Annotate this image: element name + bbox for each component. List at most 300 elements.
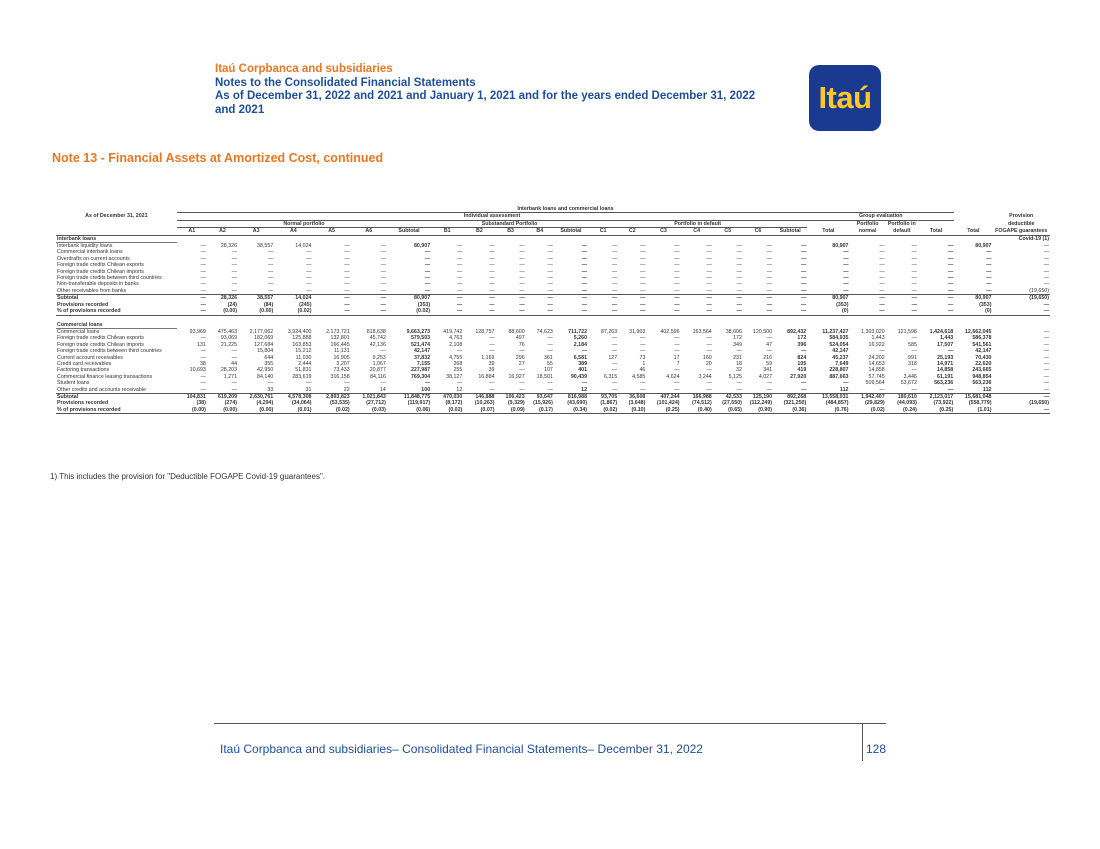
- table-cell: (0.02): [274, 308, 312, 315]
- table-cell: —: [1043, 341, 1049, 348]
- table-cell: —: [519, 386, 525, 393]
- table-cell: —: [457, 242, 463, 249]
- table-cell: —: [674, 262, 680, 269]
- table-cell: —: [1043, 367, 1049, 374]
- table-cell: —: [200, 373, 206, 380]
- table-cell: —: [706, 249, 712, 256]
- row-label: Foreign trade credits between third countries: [57, 348, 162, 355]
- table-cell: 14,024: [274, 295, 312, 302]
- table-cell: 318: [908, 360, 917, 367]
- table-cell: —: [800, 249, 807, 256]
- table-cell: —: [611, 360, 618, 367]
- table-cell: 100: [421, 386, 431, 393]
- table-cell: 127,684: [254, 341, 274, 348]
- table-cell: (0.02): [588, 407, 618, 414]
- table-cell: —: [640, 268, 646, 275]
- table-cell: —: [547, 386, 553, 393]
- table-cell: —: [879, 386, 885, 393]
- table-cell: 2,444: [298, 360, 312, 367]
- table-cell: 711,722: [568, 328, 588, 335]
- table-cell: —: [581, 255, 588, 262]
- table-cell: 4,624: [666, 373, 680, 380]
- table-cell: —: [231, 268, 238, 275]
- table-cell: —: [640, 301, 646, 308]
- table-cell: —: [911, 348, 917, 355]
- table-row: [56, 393, 1050, 400]
- table-cell: —: [736, 301, 742, 308]
- table-cell: (10,263): [474, 400, 495, 407]
- table-cell: 824: [797, 354, 807, 361]
- table-cell: 9,663,273: [406, 328, 431, 335]
- table-cell: 283,619: [292, 373, 312, 380]
- table-cell: 17,507: [937, 341, 954, 348]
- row-label: Non-transferable deposits in banks: [57, 281, 139, 288]
- table-cell: —: [646, 295, 680, 302]
- table-cell: 73,433: [333, 367, 350, 374]
- table-cell: —: [947, 275, 954, 282]
- table-cell: 1,021,843: [351, 393, 387, 400]
- table-cell: —: [200, 268, 206, 275]
- table-cell: —: [267, 287, 274, 294]
- table-cell: —: [611, 242, 618, 249]
- table-cell: —: [646, 308, 680, 315]
- table-cell: —: [992, 308, 1050, 315]
- table-cell: —: [306, 380, 312, 387]
- table-cell: 80,907: [807, 295, 849, 302]
- table-cell: 12,662,045: [964, 328, 992, 335]
- table-cell: 84,140: [257, 373, 274, 380]
- table-cell: —: [267, 380, 274, 387]
- table-cell: —: [843, 268, 849, 275]
- table-cell: —: [986, 262, 992, 269]
- table-cell: (274): [224, 400, 238, 407]
- table-cell: —: [424, 249, 431, 256]
- table-cell: 172: [797, 335, 807, 342]
- table-cell: 28,326: [207, 295, 238, 302]
- table-cell: —: [519, 242, 525, 249]
- table-cell: 316,158: [330, 373, 350, 380]
- table-cell: —: [380, 255, 386, 262]
- table-cell: —: [674, 301, 680, 308]
- table-cell: —: [640, 335, 646, 342]
- table-cell: 1,942,407: [850, 393, 886, 400]
- table-cell: 586,378: [972, 335, 992, 342]
- table-cell: 121,598: [897, 328, 917, 335]
- table-cell: —: [800, 301, 807, 308]
- table-cell: —: [947, 287, 954, 294]
- column-header: FOGAPE guarantees: [992, 228, 1050, 235]
- table-cell: —: [200, 354, 206, 361]
- table-cell: 4,755: [449, 354, 463, 361]
- table-cell: (84): [263, 301, 274, 308]
- table-cell: —: [344, 380, 350, 387]
- table-cell: (3,648): [628, 400, 646, 407]
- table-cell: 127: [608, 354, 618, 361]
- table-cell: 816,988: [554, 393, 588, 400]
- table-cell: —: [736, 281, 742, 288]
- table-cell: 45,237: [832, 354, 849, 361]
- table-cell: (73,922): [933, 400, 954, 407]
- row-label: Provisions recorded: [57, 301, 109, 308]
- table-cell: 2,184: [573, 341, 588, 348]
- table-cell: —: [736, 348, 742, 355]
- table-cell: —: [992, 407, 1050, 414]
- table-cell: —: [1043, 386, 1049, 393]
- table-cell: 44: [231, 360, 238, 367]
- table-cell: —: [947, 255, 954, 262]
- table-cell: 80,907: [832, 242, 849, 249]
- table-cell: —: [947, 301, 954, 308]
- table-cell: 7,649: [835, 360, 849, 367]
- table-cell: 57,745: [868, 373, 885, 380]
- table-cell: —: [611, 287, 618, 294]
- table-cell: —: [640, 348, 646, 355]
- table-cell: —: [674, 341, 680, 348]
- table-cell: —: [547, 341, 553, 348]
- table-cell: —: [351, 295, 387, 302]
- table-cell: 11,848,775: [387, 393, 431, 400]
- table-cell: 93,647: [526, 393, 554, 400]
- table-cell: —: [1043, 255, 1049, 262]
- column-header-row: [56, 228, 1050, 235]
- table-cell: 80,907: [975, 242, 992, 249]
- table-cell: 579,503: [410, 335, 431, 342]
- individual-assessment-header: Individual assessment: [177, 213, 808, 220]
- table-cell: (0): [954, 308, 992, 315]
- table-cell: 128,757: [475, 328, 495, 335]
- table-cell: 125,190: [743, 393, 773, 400]
- table-cell: 17: [673, 354, 680, 361]
- table-cell: (0.03): [351, 407, 387, 414]
- row-label: Credit card receivables: [57, 360, 112, 367]
- table-cell: —: [911, 386, 917, 393]
- table-cell: 14,653: [868, 360, 885, 367]
- table-cell: 22,620: [975, 360, 992, 367]
- table-cell: —: [547, 255, 553, 262]
- table-cell: —: [706, 367, 712, 374]
- table-cell: —: [800, 242, 807, 249]
- column-header: C4: [681, 228, 713, 235]
- table-cell: —: [231, 281, 238, 288]
- table-cell: —: [267, 268, 274, 275]
- table-cell: —: [519, 380, 525, 387]
- table-cell: —: [547, 380, 553, 387]
- table-cell: —: [706, 262, 712, 269]
- table-cell: 70,430: [975, 354, 992, 361]
- table-cell: 14: [379, 386, 386, 393]
- table-cell: 12: [456, 386, 463, 393]
- table-cell: 32: [736, 367, 742, 374]
- table-cell: —: [424, 287, 431, 294]
- table-cell: —: [457, 275, 463, 282]
- table-cell: (27,712): [366, 400, 386, 407]
- table-cell: —: [843, 255, 849, 262]
- column-header: B1: [431, 228, 463, 235]
- table-cell: —: [611, 301, 618, 308]
- table-cell: —: [267, 262, 274, 269]
- footnote: 1) This includes the provision for "Deductible FOGAPE Covid-19 guarantees".: [50, 472, 325, 481]
- column-header: normal: [850, 228, 886, 235]
- table-cell: (43,690): [567, 400, 588, 407]
- table-cell: (245): [299, 301, 312, 308]
- table-cell: —: [547, 242, 553, 249]
- table-cell: —: [489, 275, 495, 282]
- table-cell: 93,069: [220, 335, 238, 342]
- column-header: default: [886, 228, 918, 235]
- table-cell: —: [1043, 275, 1049, 282]
- table-cell: (34,064): [291, 400, 312, 407]
- table-cell: —: [200, 301, 206, 308]
- table-cell: —: [640, 249, 646, 256]
- table-cell: 227,987: [410, 367, 431, 374]
- table-cell: (0.76): [807, 407, 849, 414]
- table-cell: —: [231, 275, 238, 282]
- table-cell: —: [306, 287, 312, 294]
- table-cell: —: [674, 287, 680, 294]
- table-cell: —: [457, 287, 463, 294]
- table-cell: 33: [267, 386, 274, 393]
- table-cell: —: [736, 275, 742, 282]
- table-cell: —: [713, 295, 743, 302]
- table-cell: —: [911, 275, 917, 282]
- table-cell: —: [267, 281, 274, 288]
- row-label: Current account receivables: [57, 354, 123, 361]
- table-cell: 42,147: [413, 348, 431, 355]
- table-cell: (74,512): [692, 400, 712, 407]
- table-cell: 106,423: [496, 393, 526, 400]
- table-cell: —: [611, 335, 618, 342]
- table-cell: —: [200, 275, 206, 282]
- logo-text: Itaú: [818, 80, 872, 115]
- table-cell: 87,263: [601, 328, 618, 335]
- table-cell: 563,236: [934, 380, 954, 387]
- table-cell: —: [547, 275, 553, 282]
- note-title: Note 13 - Financial Assets at Amortized Cost, continued: [52, 151, 384, 165]
- page-number: 128: [866, 742, 887, 756]
- table-cell: —: [766, 268, 773, 275]
- table-cell: (19,650): [1029, 287, 1049, 294]
- table-cell: 4,578,308: [274, 393, 312, 400]
- table-cell: 16,884: [478, 373, 495, 380]
- table-cell: 120,500: [752, 328, 773, 335]
- table-cell: —: [766, 281, 773, 288]
- table-cell: —: [306, 275, 312, 282]
- table-cell: —: [380, 281, 386, 288]
- table-cell: —: [640, 262, 646, 269]
- table-cell: (0.06): [387, 407, 431, 414]
- table-cell: —: [200, 281, 206, 288]
- column-header: Total: [807, 228, 849, 235]
- table-cell: —: [554, 308, 588, 315]
- table-cell: —: [766, 262, 773, 269]
- table-cell: 585: [908, 341, 917, 348]
- table-cell: —: [843, 380, 849, 387]
- table-cell: 563,236: [972, 380, 992, 387]
- table-cell: —: [489, 341, 495, 348]
- table-cell: —: [611, 386, 618, 393]
- table-cell: —: [380, 242, 386, 249]
- table-cell: —: [231, 287, 238, 294]
- table-cell: 818,638: [366, 328, 386, 335]
- table-cell: —: [547, 301, 553, 308]
- table-cell: —: [640, 275, 646, 282]
- table-cell: —: [581, 301, 588, 308]
- table-cell: —: [706, 268, 712, 275]
- footer-rule: [214, 723, 886, 724]
- table-cell: 3,244: [698, 373, 712, 380]
- table-cell: 10,693: [189, 367, 206, 374]
- table-cell: —: [736, 268, 742, 275]
- table-cell: 6,315: [603, 373, 618, 380]
- table-cell: —: [674, 386, 680, 393]
- table-cell: 584,935: [829, 335, 849, 342]
- table-cell: —: [1043, 328, 1049, 335]
- table-cell: —: [879, 275, 885, 282]
- table-cell: —: [519, 301, 525, 308]
- table-cell: 991: [908, 354, 917, 361]
- table-cell: —: [581, 275, 588, 282]
- table-cell: 15,681,048: [954, 393, 992, 400]
- table-cell: —: [231, 348, 238, 355]
- table-cell: —: [306, 268, 312, 275]
- header-line-3: and 2021: [215, 103, 265, 116]
- table-row: [56, 288, 1050, 295]
- table-cell: —: [380, 348, 386, 355]
- table-cell: —: [766, 386, 773, 393]
- table-row: [56, 387, 1050, 394]
- table-cell: 160: [702, 354, 712, 361]
- table-cell: —: [640, 287, 646, 294]
- table-cell: —: [380, 249, 386, 256]
- table-cell: 475,463: [217, 328, 238, 335]
- table-cell: 39: [488, 367, 495, 374]
- table-cell: (53,535): [329, 400, 350, 407]
- table-cell: —: [1043, 268, 1049, 275]
- normal-portfolio-header: Normal portfolio: [177, 220, 431, 227]
- table-cell: —: [344, 275, 350, 282]
- substandard-portfolio-header: Substandard Portfolio: [431, 220, 588, 227]
- table-cell: —: [489, 249, 495, 256]
- row-label: Foreign trade credits Chilean imports: [57, 268, 144, 275]
- table-cell: —: [581, 242, 588, 249]
- table-cell: 27,920: [790, 373, 807, 380]
- table-cell: 15,804: [257, 348, 274, 355]
- table-cell: 1: [642, 360, 646, 367]
- table-cell: —: [344, 301, 350, 308]
- table-cell: (29,829): [864, 400, 885, 407]
- row-label: Foreign trade credits Chilean exports: [57, 335, 144, 342]
- table-cell: —: [800, 348, 807, 355]
- table-cell: —: [457, 348, 463, 355]
- table-cell: 3,207: [336, 360, 350, 367]
- table-cell: 42,136: [369, 341, 386, 348]
- table-cell: 892,268: [773, 393, 807, 400]
- table-cell: —: [911, 242, 917, 249]
- table-cell: —: [344, 255, 350, 262]
- table-cell: —: [519, 262, 525, 269]
- table-cell: 1,067: [372, 360, 386, 367]
- table-cell: —: [911, 262, 917, 269]
- table-cell: 42,950: [257, 367, 274, 374]
- default-portfolio-header: Portfolio in default: [588, 220, 807, 227]
- table-cell: —: [489, 242, 495, 249]
- table-cell: —: [706, 301, 712, 308]
- table-cell: (24): [227, 301, 238, 308]
- table-cell: (0.10): [618, 407, 646, 414]
- table-cell: (353): [836, 301, 849, 308]
- table-cell: (119,917): [407, 400, 431, 407]
- table-cell: —: [581, 268, 588, 275]
- table-cell: —: [674, 275, 680, 282]
- table-cell: —: [200, 348, 206, 355]
- table-cell: —: [200, 386, 206, 393]
- table-cell: —: [736, 255, 742, 262]
- table-cell: —: [986, 268, 992, 275]
- table-cell: —: [766, 335, 773, 342]
- table-cell: 112: [982, 386, 992, 393]
- table-cell: —: [1043, 380, 1049, 387]
- table-cell: —: [706, 255, 712, 262]
- table-cell: —: [380, 262, 386, 269]
- table-cell: 389: [578, 360, 588, 367]
- row-label: Foreign trade credits between third countries: [57, 275, 162, 282]
- table-cell: —: [640, 386, 646, 393]
- table-cell: —: [200, 242, 206, 249]
- table-cell: —: [457, 268, 463, 275]
- table-cell: 104,831: [177, 393, 207, 400]
- provision-header-2: deductible: [1007, 220, 1035, 227]
- table-cell: —: [674, 281, 680, 288]
- table-cell: —: [547, 335, 553, 342]
- table-cell: 38,606: [725, 328, 742, 335]
- table-cell: —: [911, 335, 917, 342]
- table-cell: —: [986, 281, 992, 288]
- table-cell: 46: [639, 367, 646, 374]
- table-cell: —: [611, 268, 618, 275]
- table-cell: —: [674, 335, 680, 342]
- table-cell: —: [886, 295, 918, 302]
- table-row: [56, 308, 1050, 315]
- table-cell: —: [489, 255, 495, 262]
- table-cell: —: [200, 255, 206, 262]
- row-label: Interbank liquidity loans: [57, 243, 113, 250]
- table-cell: —: [886, 308, 918, 315]
- table-cell: (558,779): [968, 400, 992, 407]
- table-cell: 73: [639, 354, 646, 361]
- table-cell: —: [736, 262, 742, 269]
- table-cell: 163,853: [292, 341, 312, 348]
- table-cell: —: [526, 308, 554, 315]
- table-cell: —: [424, 281, 431, 288]
- table-cell: (1.01): [954, 407, 992, 414]
- table-cell: —: [773, 308, 807, 315]
- table-cell: —: [547, 268, 553, 275]
- table-cell: —: [581, 348, 588, 355]
- table-cell: —: [986, 255, 992, 262]
- table-cell: (0.36): [773, 407, 807, 414]
- table-cell: (0.02): [850, 407, 886, 414]
- column-header: C2: [618, 228, 646, 235]
- table-cell: 55: [546, 360, 553, 367]
- table-cell: (0.02): [387, 308, 431, 315]
- column-header: A5: [312, 228, 350, 235]
- table-cell: 402,596: [660, 328, 680, 335]
- table-cell: —: [457, 262, 463, 269]
- table-cell: 22: [343, 386, 350, 393]
- table-cell: 541,561: [972, 341, 992, 348]
- table-cell: —: [306, 281, 312, 288]
- table-cell: —: [312, 295, 350, 302]
